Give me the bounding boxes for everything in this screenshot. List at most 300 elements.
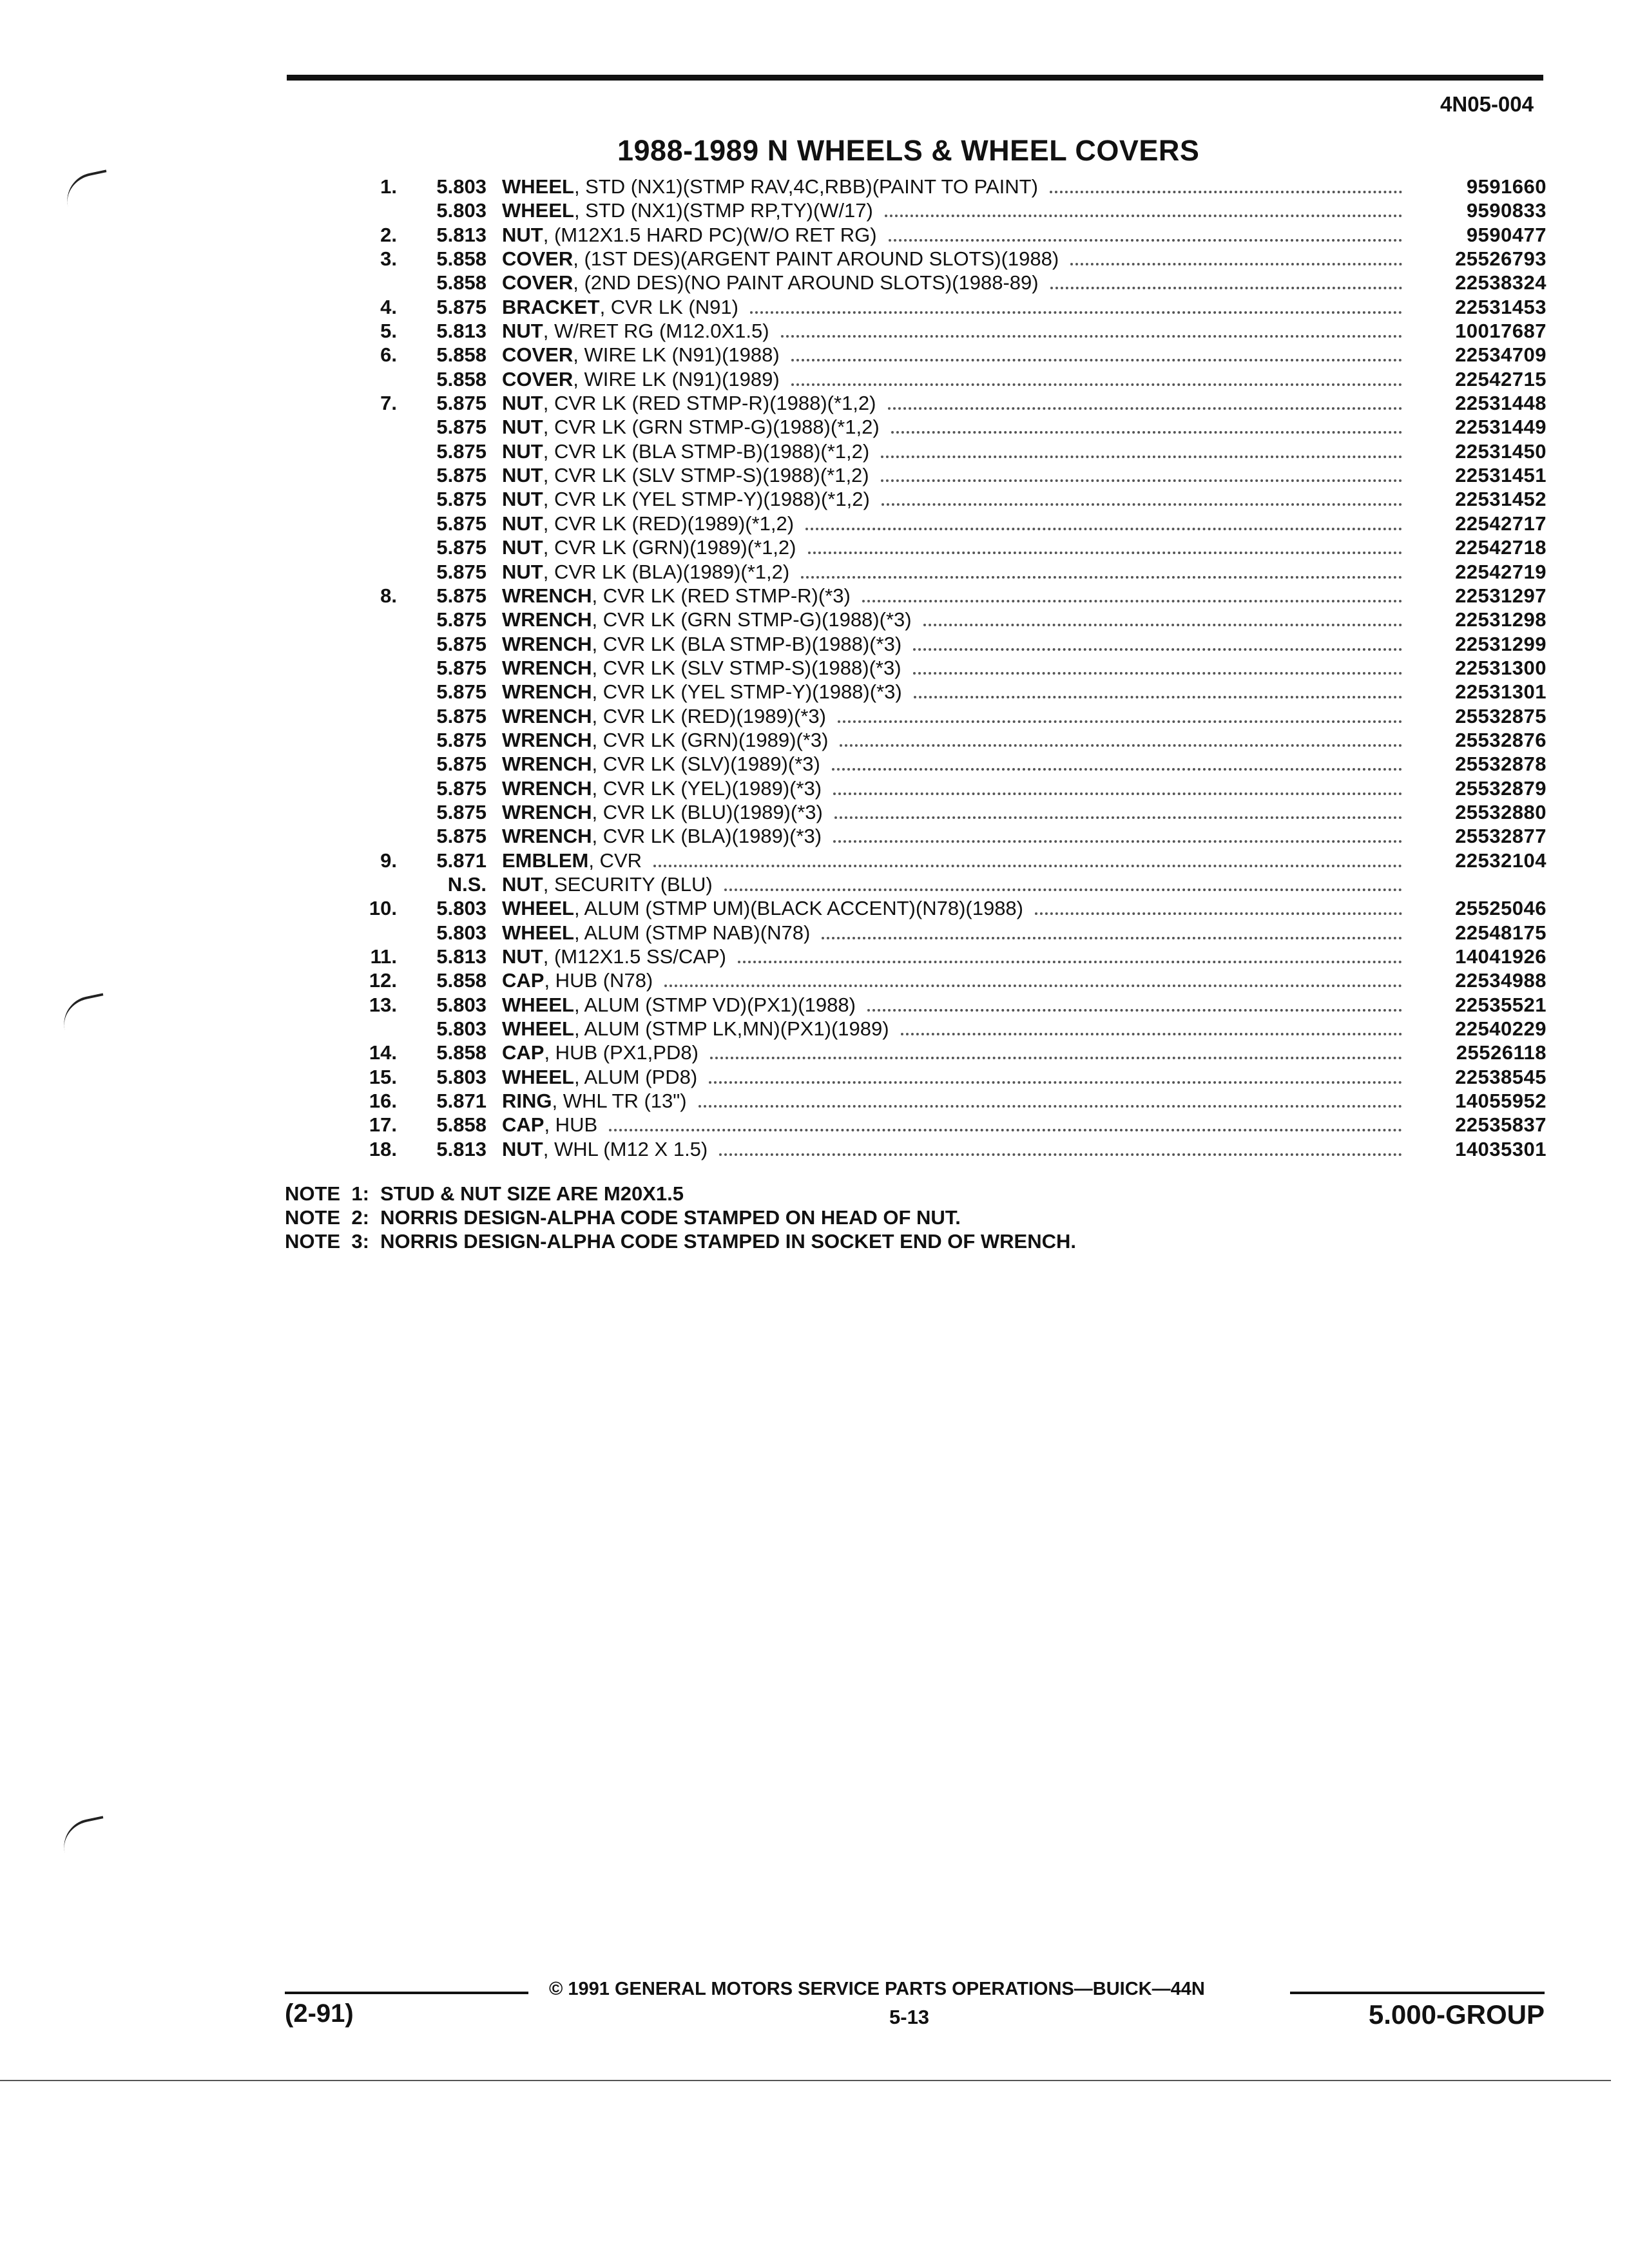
dot-leader bbox=[1035, 898, 1402, 915]
part-name: WRENCH bbox=[502, 776, 592, 800]
part-name: WHEEL bbox=[502, 921, 574, 944]
part-ref-number: 5. bbox=[380, 320, 397, 343]
note-line: NOTE 1: STUD & NUT SIZE ARE M20X1.5 bbox=[285, 1182, 684, 1205]
part-group-number: 5.803 bbox=[436, 1065, 487, 1088]
part-group-number: 5.858 bbox=[436, 247, 487, 271]
part-spec: , WIRE LK (N91)(1989) bbox=[573, 367, 780, 390]
part-description bbox=[502, 1113, 597, 1137]
part-number: 22542715 bbox=[1455, 367, 1547, 390]
dot-leader bbox=[808, 537, 1403, 554]
part-row bbox=[348, 271, 1547, 294]
part-description bbox=[502, 968, 653, 992]
dot-leader bbox=[838, 706, 1402, 723]
part-description bbox=[502, 824, 822, 848]
part-group-number: 5.813 bbox=[436, 945, 487, 968]
part-spec: , STD (NX1)(STMP RAV,4C,RBB)(PAINT TO PAINT) bbox=[574, 175, 1038, 198]
part-number: 22542717 bbox=[1455, 512, 1547, 535]
part-number: 10017687 bbox=[1455, 320, 1547, 343]
part-spec: , ALUM (STMP NAB)(N78) bbox=[574, 921, 811, 944]
part-name: COVER bbox=[502, 247, 574, 271]
part-row bbox=[348, 415, 1547, 439]
part-description bbox=[502, 271, 1039, 294]
part-name: NUT bbox=[502, 223, 543, 246]
part-description bbox=[502, 1065, 697, 1089]
part-row bbox=[348, 728, 1547, 752]
part-description bbox=[502, 632, 901, 656]
copyright-text: © 1991 GENERAL MOTORS SERVICE PARTS OPERATIONS—BUICK—44N bbox=[549, 1979, 1205, 1999]
part-ref-number: 6. bbox=[380, 343, 397, 367]
part-row bbox=[348, 247, 1547, 271]
part-spec: , CVR LK (SLV STMP-S)(1988)(*1,2) bbox=[543, 464, 869, 487]
part-description bbox=[502, 295, 738, 319]
part-spec: , CVR LK (BLA)(1989)(*3) bbox=[592, 825, 822, 848]
part-name: WHEEL bbox=[502, 897, 574, 920]
part-spec: , (M12X1.5 HARD PC)(W/O RET RG) bbox=[543, 223, 877, 246]
dot-leader bbox=[724, 874, 1402, 891]
part-name: NUT bbox=[502, 392, 543, 415]
revision-date: (2-91) bbox=[285, 1999, 354, 2028]
part-name: CAP bbox=[502, 1041, 545, 1064]
part-group-number: 5.875 bbox=[436, 295, 487, 318]
part-name: NUT bbox=[502, 512, 543, 535]
part-name: WRENCH bbox=[502, 632, 592, 655]
part-row bbox=[348, 656, 1547, 680]
part-number: 25526118 bbox=[1456, 1041, 1547, 1064]
part-group-number: 5.858 bbox=[436, 1113, 487, 1137]
part-name: COVER bbox=[502, 343, 574, 367]
part-name: WRENCH bbox=[502, 728, 592, 751]
part-row bbox=[348, 872, 1547, 896]
part-group-number: 5.875 bbox=[436, 536, 487, 559]
part-description bbox=[502, 728, 828, 752]
dot-leader bbox=[833, 826, 1402, 843]
dot-leader bbox=[833, 778, 1402, 795]
part-number: 25532876 bbox=[1455, 728, 1547, 751]
part-row bbox=[348, 849, 1547, 872]
part-description bbox=[502, 584, 851, 608]
part-name: WRENCH bbox=[502, 680, 592, 704]
part-number: 22542719 bbox=[1455, 560, 1547, 583]
dot-leader bbox=[801, 562, 1402, 579]
part-group-number: 5.875 bbox=[436, 584, 487, 607]
part-name: NUT bbox=[502, 320, 543, 343]
dot-leader bbox=[914, 682, 1402, 698]
part-row bbox=[348, 993, 1547, 1017]
part-ref-number: 2. bbox=[380, 223, 397, 246]
part-description bbox=[502, 1089, 687, 1113]
part-spec: , CVR LK (RED)(1989)(*1,2) bbox=[543, 512, 795, 535]
dot-leader bbox=[822, 923, 1402, 939]
part-ref-number: 15. bbox=[369, 1065, 397, 1088]
part-group-number: 5.875 bbox=[436, 416, 487, 439]
part-description bbox=[502, 608, 912, 631]
dot-leader bbox=[1050, 273, 1402, 289]
part-group-number: 5.875 bbox=[436, 560, 487, 583]
part-row bbox=[348, 295, 1547, 319]
part-group-number: 5.803 bbox=[436, 993, 487, 1016]
part-row bbox=[348, 175, 1547, 198]
dot-leader bbox=[805, 514, 1402, 530]
part-spec: , CVR LK (GRN)(1989)(*1,2) bbox=[543, 536, 796, 559]
part-name: EMBLEM bbox=[502, 849, 589, 872]
part-spec: , WHL (M12 X 1.5) bbox=[543, 1137, 708, 1160]
part-description bbox=[502, 1137, 708, 1161]
part-name: WRENCH bbox=[502, 753, 592, 776]
part-row bbox=[348, 535, 1547, 559]
part-spec: , ALUM (STMP VD)(PX1)(1988) bbox=[574, 993, 856, 1016]
part-group-number: 5.858 bbox=[436, 343, 487, 367]
dot-leader bbox=[791, 369, 1402, 386]
part-group-number: 5.871 bbox=[436, 849, 487, 872]
part-name: WRENCH bbox=[502, 656, 592, 679]
part-name: BRACKET bbox=[502, 295, 600, 318]
part-ref-number: 14. bbox=[369, 1041, 397, 1064]
part-description bbox=[502, 439, 869, 463]
dot-leader bbox=[609, 1115, 1402, 1131]
part-description bbox=[502, 680, 902, 704]
dot-leader bbox=[653, 850, 1402, 867]
part-spec: , CVR LK (BLU)(1989)(*3) bbox=[592, 800, 823, 823]
part-row bbox=[348, 1017, 1547, 1041]
part-spec: , CVR LK (YEL STMP-Y)(1988)(*3) bbox=[592, 680, 902, 704]
part-row bbox=[348, 512, 1547, 535]
part-name: NUT bbox=[502, 488, 543, 511]
part-spec: , CVR LK (RED STMP-R)(*3) bbox=[592, 584, 851, 607]
part-row bbox=[348, 439, 1547, 463]
part-name: NUT bbox=[502, 945, 543, 968]
part-row bbox=[348, 319, 1547, 343]
part-row bbox=[348, 632, 1547, 656]
part-ref-number: 10. bbox=[369, 897, 397, 920]
dot-leader bbox=[882, 489, 1402, 506]
part-name: WHEEL bbox=[502, 199, 574, 222]
part-group-number: 5.875 bbox=[436, 728, 487, 751]
dot-leader bbox=[888, 393, 1403, 410]
part-row bbox=[348, 945, 1547, 968]
part-spec: , ALUM (STMP LK,MN)(PX1)(1989) bbox=[574, 1017, 889, 1041]
part-description bbox=[502, 1017, 889, 1041]
part-spec: , CVR LK (RED STMP-R)(1988)(*1,2) bbox=[543, 392, 876, 415]
part-group-number: 5.871 bbox=[436, 1090, 487, 1113]
binder-hole-mark bbox=[62, 169, 112, 207]
part-number: 22531453 bbox=[1455, 295, 1547, 318]
dot-leader bbox=[923, 610, 1402, 626]
part-row bbox=[348, 680, 1547, 704]
part-number: 22532104 bbox=[1455, 849, 1547, 872]
part-description bbox=[502, 175, 1038, 198]
dot-leader bbox=[1070, 249, 1402, 265]
dot-leader bbox=[791, 345, 1402, 361]
part-description bbox=[502, 319, 769, 343]
part-group-number: 5.813 bbox=[436, 223, 487, 246]
part-group-number: 5.875 bbox=[436, 392, 487, 415]
part-group-number: 5.875 bbox=[436, 512, 487, 535]
part-row bbox=[348, 343, 1547, 367]
part-ref-number: 17. bbox=[369, 1113, 397, 1137]
dot-leader bbox=[862, 586, 1402, 602]
part-description bbox=[502, 535, 796, 559]
part-spec: , (M12X1.5 SS/CAP) bbox=[543, 945, 726, 968]
part-spec: , CVR LK (BLA)(1989)(*1,2) bbox=[543, 560, 790, 583]
part-spec: , CVR LK (GRN)(1989)(*3) bbox=[592, 728, 829, 751]
part-spec: , CVR LK (SLV STMP-S)(1988)(*3) bbox=[592, 656, 901, 679]
part-description bbox=[502, 776, 822, 800]
dot-leader bbox=[710, 1043, 1402, 1059]
part-number: 25532878 bbox=[1455, 753, 1547, 776]
part-description bbox=[502, 921, 810, 945]
part-description bbox=[502, 945, 726, 968]
dot-leader bbox=[881, 441, 1402, 458]
part-row bbox=[348, 704, 1547, 728]
part-number: 22531299 bbox=[1455, 632, 1547, 655]
part-group-number: 5.875 bbox=[436, 608, 487, 631]
part-description bbox=[502, 367, 780, 391]
part-number: 9590833 bbox=[1466, 199, 1547, 222]
part-description bbox=[502, 343, 780, 367]
part-name: WHEEL bbox=[502, 1017, 574, 1041]
part-name: WRENCH bbox=[502, 608, 592, 631]
part-row bbox=[348, 487, 1547, 511]
page-footer bbox=[285, 1975, 1545, 2033]
part-number: 25526793 bbox=[1455, 247, 1547, 271]
part-description bbox=[502, 800, 823, 824]
part-row bbox=[348, 608, 1547, 631]
part-number: 14041926 bbox=[1455, 945, 1547, 968]
dot-leader bbox=[719, 1139, 1402, 1156]
dot-leader bbox=[840, 730, 1402, 747]
part-group-number: 5.875 bbox=[436, 753, 487, 776]
part-group-number: 5.858 bbox=[436, 367, 487, 390]
part-row bbox=[348, 1065, 1547, 1089]
dot-leader bbox=[709, 1067, 1402, 1084]
part-row bbox=[348, 560, 1547, 584]
part-group-number: 5.858 bbox=[436, 1041, 487, 1064]
binder-hole-mark bbox=[59, 1816, 109, 1853]
part-spec: , HUB bbox=[544, 1113, 598, 1137]
part-description bbox=[502, 560, 789, 584]
part-number: 22531301 bbox=[1455, 680, 1547, 704]
part-group-number: 5.875 bbox=[436, 800, 487, 823]
part-spec: , WIRE LK (N91)(1988) bbox=[573, 343, 780, 367]
part-description bbox=[502, 198, 873, 222]
part-number: 25525046 bbox=[1455, 897, 1547, 920]
part-spec: , CVR LK (BLA STMP-B)(1988)(*3) bbox=[592, 632, 902, 655]
part-spec: , HUB (N78) bbox=[544, 969, 653, 992]
part-description bbox=[502, 415, 880, 439]
part-spec: , CVR LK (N91) bbox=[599, 295, 738, 318]
part-group-number: 5.875 bbox=[436, 656, 487, 679]
part-ref-number: 11. bbox=[370, 945, 397, 968]
part-ref-number: 16. bbox=[369, 1090, 397, 1113]
part-description bbox=[502, 512, 794, 535]
part-group-number: 5.875 bbox=[436, 704, 487, 727]
notes-section bbox=[285, 1182, 1076, 1253]
part-group-number: 5.803 bbox=[436, 1017, 487, 1041]
part-name: WHEEL bbox=[502, 175, 574, 198]
part-name: NUT bbox=[502, 1137, 543, 1160]
part-number: 22534988 bbox=[1455, 969, 1547, 992]
part-number: 22542718 bbox=[1455, 536, 1547, 559]
part-group-number: N.S. bbox=[447, 872, 487, 896]
part-description bbox=[502, 656, 901, 680]
part-group-number: 5.813 bbox=[436, 320, 487, 343]
part-group-number: 5.875 bbox=[436, 464, 487, 487]
part-name: NUT bbox=[502, 416, 543, 439]
part-row bbox=[348, 800, 1547, 824]
part-ref-number: 18. bbox=[369, 1137, 397, 1160]
part-ref-number: 9. bbox=[380, 849, 397, 872]
part-description bbox=[502, 247, 1059, 271]
part-row bbox=[348, 1041, 1547, 1064]
part-name: WRENCH bbox=[502, 800, 592, 823]
part-description bbox=[502, 463, 869, 487]
part-row bbox=[348, 776, 1547, 800]
part-number: 22538324 bbox=[1455, 271, 1547, 294]
part-name: RING bbox=[502, 1090, 552, 1113]
dot-leader bbox=[889, 225, 1402, 242]
bottom-rule bbox=[0, 2080, 1611, 2081]
dot-leader bbox=[913, 634, 1402, 651]
part-description bbox=[502, 752, 820, 776]
page-number: 5-13 bbox=[889, 2006, 930, 2028]
footer-rule-left bbox=[285, 1992, 528, 1994]
part-spec: , ALUM (PD8) bbox=[574, 1065, 698, 1088]
dot-leader bbox=[913, 658, 1402, 675]
part-group-number: 5.875 bbox=[436, 680, 487, 704]
document-code: 4N05-004 bbox=[1440, 92, 1534, 116]
part-row bbox=[348, 584, 1547, 608]
part-number: 22535837 bbox=[1455, 1113, 1547, 1137]
part-name: WHEEL bbox=[502, 993, 574, 1016]
part-description bbox=[502, 849, 642, 872]
part-number: 9590477 bbox=[1466, 223, 1547, 246]
part-row bbox=[348, 1137, 1547, 1161]
part-number: 22531452 bbox=[1455, 488, 1547, 511]
part-number: 22531449 bbox=[1455, 416, 1547, 439]
part-row bbox=[348, 198, 1547, 222]
part-spec: , CVR LK (BLA STMP-B)(1988)(*1,2) bbox=[543, 439, 870, 463]
part-number: 22535521 bbox=[1455, 993, 1547, 1016]
part-spec: , SECURITY (BLU) bbox=[543, 872, 713, 896]
part-spec: , CVR LK (YEL)(1989)(*3) bbox=[592, 776, 822, 800]
part-group-number: 5.875 bbox=[436, 825, 487, 848]
part-spec: , ALUM (STMP UM)(BLACK ACCENT)(N78)(1988) bbox=[574, 897, 1023, 920]
part-number: 22531451 bbox=[1455, 464, 1547, 487]
part-number: 14035301 bbox=[1455, 1137, 1547, 1160]
part-number: 9591660 bbox=[1466, 175, 1547, 198]
part-number: 22531450 bbox=[1455, 439, 1547, 463]
part-name: NUT bbox=[502, 872, 543, 896]
part-group-number: 5.875 bbox=[436, 439, 487, 463]
part-group-number: 5.875 bbox=[436, 488, 487, 511]
part-group-number: 5.875 bbox=[436, 776, 487, 800]
part-number: 22531300 bbox=[1455, 656, 1547, 679]
part-row bbox=[348, 1113, 1547, 1137]
part-row bbox=[348, 367, 1547, 391]
part-ref-number: 8. bbox=[380, 584, 397, 607]
part-name: CAP bbox=[502, 1113, 545, 1137]
part-group-number: 5.875 bbox=[436, 632, 487, 655]
part-ref-number: 7. bbox=[380, 392, 397, 415]
part-row bbox=[348, 921, 1547, 945]
part-number: 22534709 bbox=[1455, 343, 1547, 367]
part-name: WRENCH bbox=[502, 704, 592, 727]
dot-leader bbox=[699, 1091, 1402, 1108]
parts-list bbox=[348, 175, 1547, 1161]
dot-leader bbox=[738, 947, 1402, 963]
part-name: WHEEL bbox=[502, 1065, 574, 1088]
part-name: NUT bbox=[502, 536, 543, 559]
header-rule bbox=[287, 75, 1543, 81]
part-description bbox=[502, 1041, 699, 1064]
part-number: 25532877 bbox=[1455, 825, 1547, 848]
part-description bbox=[502, 872, 713, 896]
dot-leader bbox=[1050, 177, 1402, 193]
note-line: NOTE 3: NORRIS DESIGN-ALPHA CODE STAMPED IN SOCKET END OF WRENCH. bbox=[285, 1230, 1076, 1253]
part-spec: , CVR LK (RED)(1989)(*3) bbox=[592, 704, 826, 727]
binder-hole-mark bbox=[59, 993, 109, 1030]
part-row bbox=[348, 1089, 1547, 1113]
part-spec: , STD (NX1)(STMP RP,TY)(W/17) bbox=[574, 199, 873, 222]
part-ref-number: 12. bbox=[369, 969, 397, 992]
part-number: 25532879 bbox=[1455, 776, 1547, 800]
part-row bbox=[348, 463, 1547, 487]
part-group-number: 5.858 bbox=[436, 271, 487, 294]
part-number: 25532880 bbox=[1455, 800, 1547, 823]
part-row bbox=[348, 824, 1547, 848]
part-number: 22548175 bbox=[1455, 921, 1547, 944]
dot-leader bbox=[750, 297, 1402, 314]
part-name: WRENCH bbox=[502, 825, 592, 848]
part-number: 14055952 bbox=[1455, 1090, 1547, 1113]
part-description bbox=[502, 896, 1023, 920]
part-ref-number: 4. bbox=[380, 295, 397, 318]
part-row bbox=[348, 752, 1547, 776]
part-name: NUT bbox=[502, 560, 543, 583]
part-spec: , CVR bbox=[588, 849, 642, 872]
part-row bbox=[348, 896, 1547, 920]
part-spec: , (1ST DES)(ARGENT PAINT AROUND SLOTS)(1988) bbox=[573, 247, 1059, 271]
part-spec: , CVR LK (SLV)(1989)(*3) bbox=[592, 753, 820, 776]
part-name: NUT bbox=[502, 439, 543, 463]
part-number: 22531297 bbox=[1455, 584, 1547, 607]
part-group-number: 5.803 bbox=[436, 175, 487, 198]
part-name: WRENCH bbox=[502, 584, 592, 607]
part-group-number: 5.858 bbox=[436, 969, 487, 992]
dot-leader bbox=[867, 995, 1402, 1012]
part-number: 22540229 bbox=[1455, 1017, 1547, 1041]
dot-leader bbox=[901, 1019, 1402, 1035]
dot-leader bbox=[664, 970, 1402, 987]
part-group-number: 5.813 bbox=[436, 1137, 487, 1160]
part-name: COVER bbox=[502, 367, 574, 390]
part-name: NUT bbox=[502, 464, 543, 487]
part-spec: , CVR LK (GRN STMP-G)(1988)(*3) bbox=[592, 608, 912, 631]
part-number: 25532875 bbox=[1455, 704, 1547, 727]
part-description bbox=[502, 704, 826, 728]
dot-leader bbox=[834, 802, 1402, 819]
part-group-number: 5.803 bbox=[436, 897, 487, 920]
part-spec: , WHL TR (13") bbox=[552, 1090, 687, 1113]
part-ref-number: 1. bbox=[380, 175, 397, 198]
part-description bbox=[502, 391, 876, 415]
part-row bbox=[348, 968, 1547, 992]
part-spec: , CVR LK (YEL STMP-Y)(1988)(*1,2) bbox=[543, 488, 870, 511]
part-description bbox=[502, 993, 856, 1017]
note-line: NOTE 2: NORRIS DESIGN-ALPHA CODE STAMPED ON HEAD OF NUT. bbox=[285, 1206, 961, 1229]
part-description bbox=[502, 487, 870, 511]
part-name: CAP bbox=[502, 969, 545, 992]
